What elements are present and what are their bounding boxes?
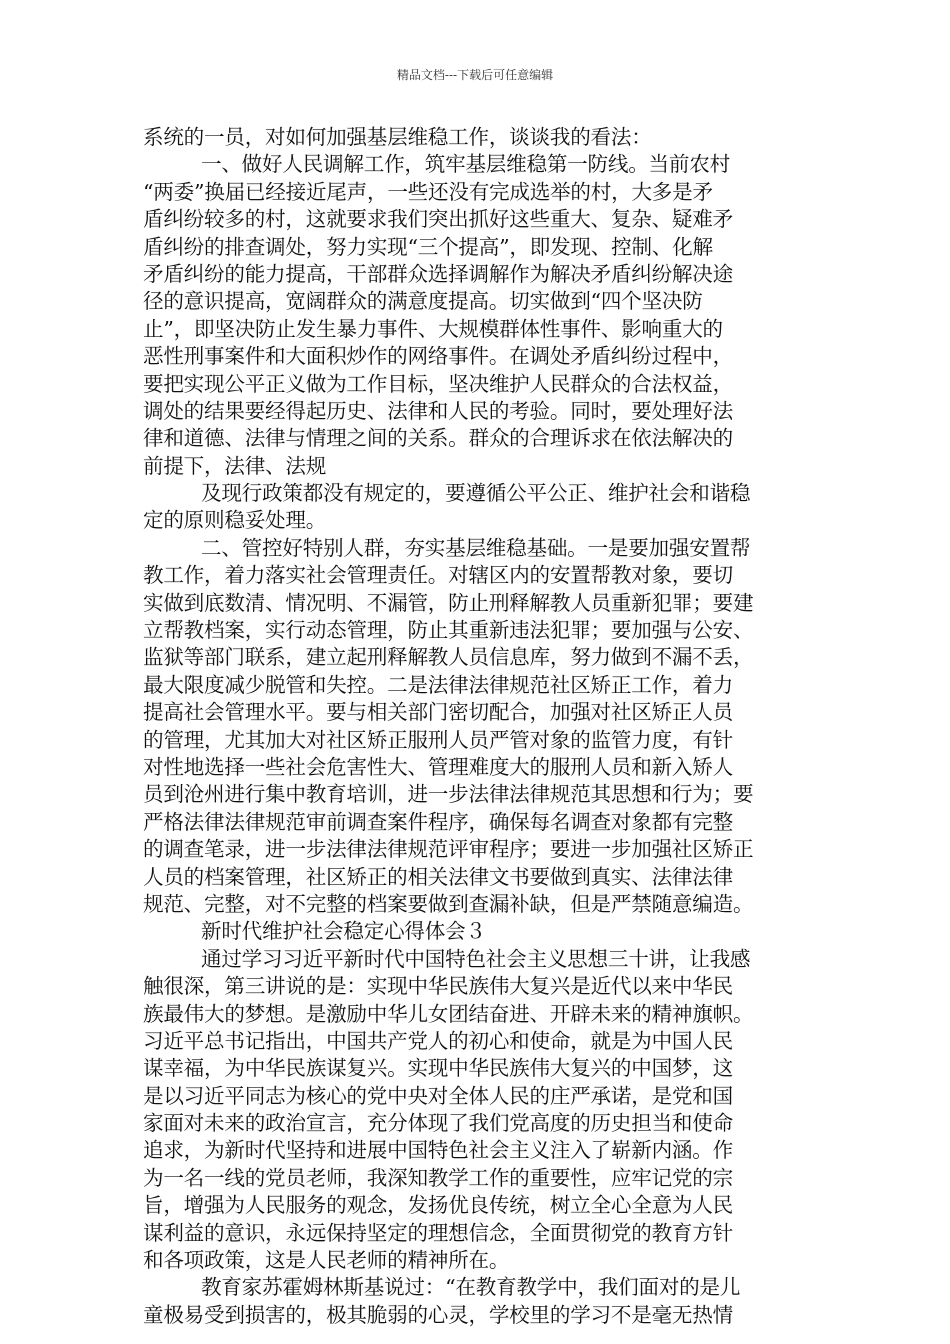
text-line: 盾纠纷较多的村，这就要求我们突出抓好这些重大、复杂、疑难矛 [143,207,733,232]
text-line: 径的意识提高，宽阔群众的满意度提高。切实做到“四个坚决防 [143,289,703,314]
text-line: 和各项政策，这是人民老师的精神所在。 [143,1248,510,1273]
text-line: 要把实现公平正义做为工作目标，坚决维护人民群众的合法权益， [143,371,733,396]
text-line: 规范、完整，对不完整的档案要做到查漏补缺，但是严禁随意编造。 [143,891,754,916]
text-line: 二、管控好特别人群，夯实基层维稳基础。一是要加强安置帮 [201,535,751,560]
text-line: 及现行政策都没有规定的，要遵循公平公正、维护社会和谐稳 [201,481,751,506]
text-line: 定的原则稳妥处理。 [143,508,327,533]
text-line: 一、做好人民调解工作，筑牢基层维稳第一防线。当前农村 [201,152,730,177]
text-line: 教工作，着力落实社会管理责任。对辖区内的安置帮教对象，要切 [143,563,733,588]
text-line: “两委”换届已经接近尾声，一些还没有完成选举的村，大多是矛 [143,179,713,204]
text-line: 谋幸福，为中华民族谋复兴。实现中华民族伟大复兴的中国梦，这 [143,1056,733,1081]
text-line: 的管理，尤其加大对社区矫正服刑人员严管对象的监管力度，有针 [143,727,733,752]
text-line: 谋利益的意识，永远保持坚定的理想信念，全面贯彻党的教育方针 [143,1220,733,1245]
text-line: 教育家苏霍姆林斯基说过：“在教育教学中，我们面对的是儿 [201,1275,741,1300]
text-line: 监狱等部门联系，建立起刑释解教人员信息库，努力做到不漏不丢， [143,645,754,670]
text-line: 的调查笔录，进一步法律法律规范评审程序；要进一步加强社区矫正 [143,837,754,862]
text-line: 调处的结果要经得起历史、法律和人民的考验。同时，要处理好法 [143,398,733,423]
text-line: 员到沧州进行集中教育培训，进一步法律法律规范其思想和行为；要 [143,782,754,807]
text-line: 立帮教档案，实行动态管理，防止其重新违法犯罪；要加强与公安、 [143,618,754,643]
text-line: 严格法律法律规范审前调查案件程序，确保每名调查对象都有完整 [143,809,733,834]
text-line: 人员的档案管理，社区矫正的相关法律文书要做到真实、法律法律 [143,864,733,889]
text-line: 新时代维护社会稳定心得体会３ [201,919,486,944]
text-line: 旨，增强为人民服务的观念，发扬优良传统，树立全心全意为人民 [143,1193,733,1218]
text-line: 律和道德、法律与情理之间的关系。群众的合理诉求在依法解决的 [143,426,733,451]
text-line: 盾纠纷的排查调处，努力实现“三个提高”，即发现、控制、化解 [143,234,713,259]
text-line: 提高社会管理水平。要与相关部门密切配合，加强对社区矫正人员 [143,700,733,725]
text-line: 实做到底数清、情况明、不漏管，防止刑释解教人员重新犯罪；要建 [143,590,754,615]
document-body [143,124,833,1329]
text-line: 童极易受到损害的，极其脆弱的心灵，学校里的学习不是毫无热情 [143,1302,733,1327]
text-line: 为一名一线的党员老师，我深知教学工作的重要性，应牢记党的宗 [143,1165,733,1190]
text-line: 前提下，法律、法规 [143,453,327,478]
text-line: 追求，为新时代坚持和进展中国特色社会主义注入了崭新内涵。作 [143,1138,733,1163]
text-line: 家面对未来的政治宣言，充分体现了我们党高度的历史担当和使命 [143,1111,733,1136]
text-line: 通过学习习近平新时代中国特色社会主义思想三十讲，让我感 [201,946,751,971]
text-line: 触很深，第三讲说的是：实现中华民族伟大复兴是近代以来中华民 [143,974,733,999]
text-line: 最大限度减少脱管和失控。二是法律法律规范社区矫正工作，着力 [143,672,733,697]
text-line: 族最伟大的梦想。是激励中华儿女团结奋进、开辟未来的精神旗帜。 [143,1001,754,1026]
text-line: 恶性刑事案件和大面积炒作的网络事件。在调处矛盾纠纷过程中， [143,344,733,369]
text-line: 系统的一员，对如何加强基层维稳工作，谈谈我的看法： [143,125,652,149]
page-header: 精品文档---下载后可任意编辑 [396,68,554,82]
text-line: 对性地选择一些社会危害性大、管理难度大的服刑人员和新入矫人 [143,754,733,779]
text-line: 习近平总书记指出，中国共产党人的初心和使命，就是为中国人民 [143,1028,733,1053]
text-line: 矛盾纠纷的能力提高，干部群众选择调解作为解决矛盾纠纷解决途 [143,261,733,286]
text-line: 是以习近平同志为核心的党中央对全体人民的庄严承诺，是党和国 [143,1083,733,1108]
text-line: 止”，即坚决防止发生暴力事件、大规模群体性事件、影响重大的 [143,316,723,341]
